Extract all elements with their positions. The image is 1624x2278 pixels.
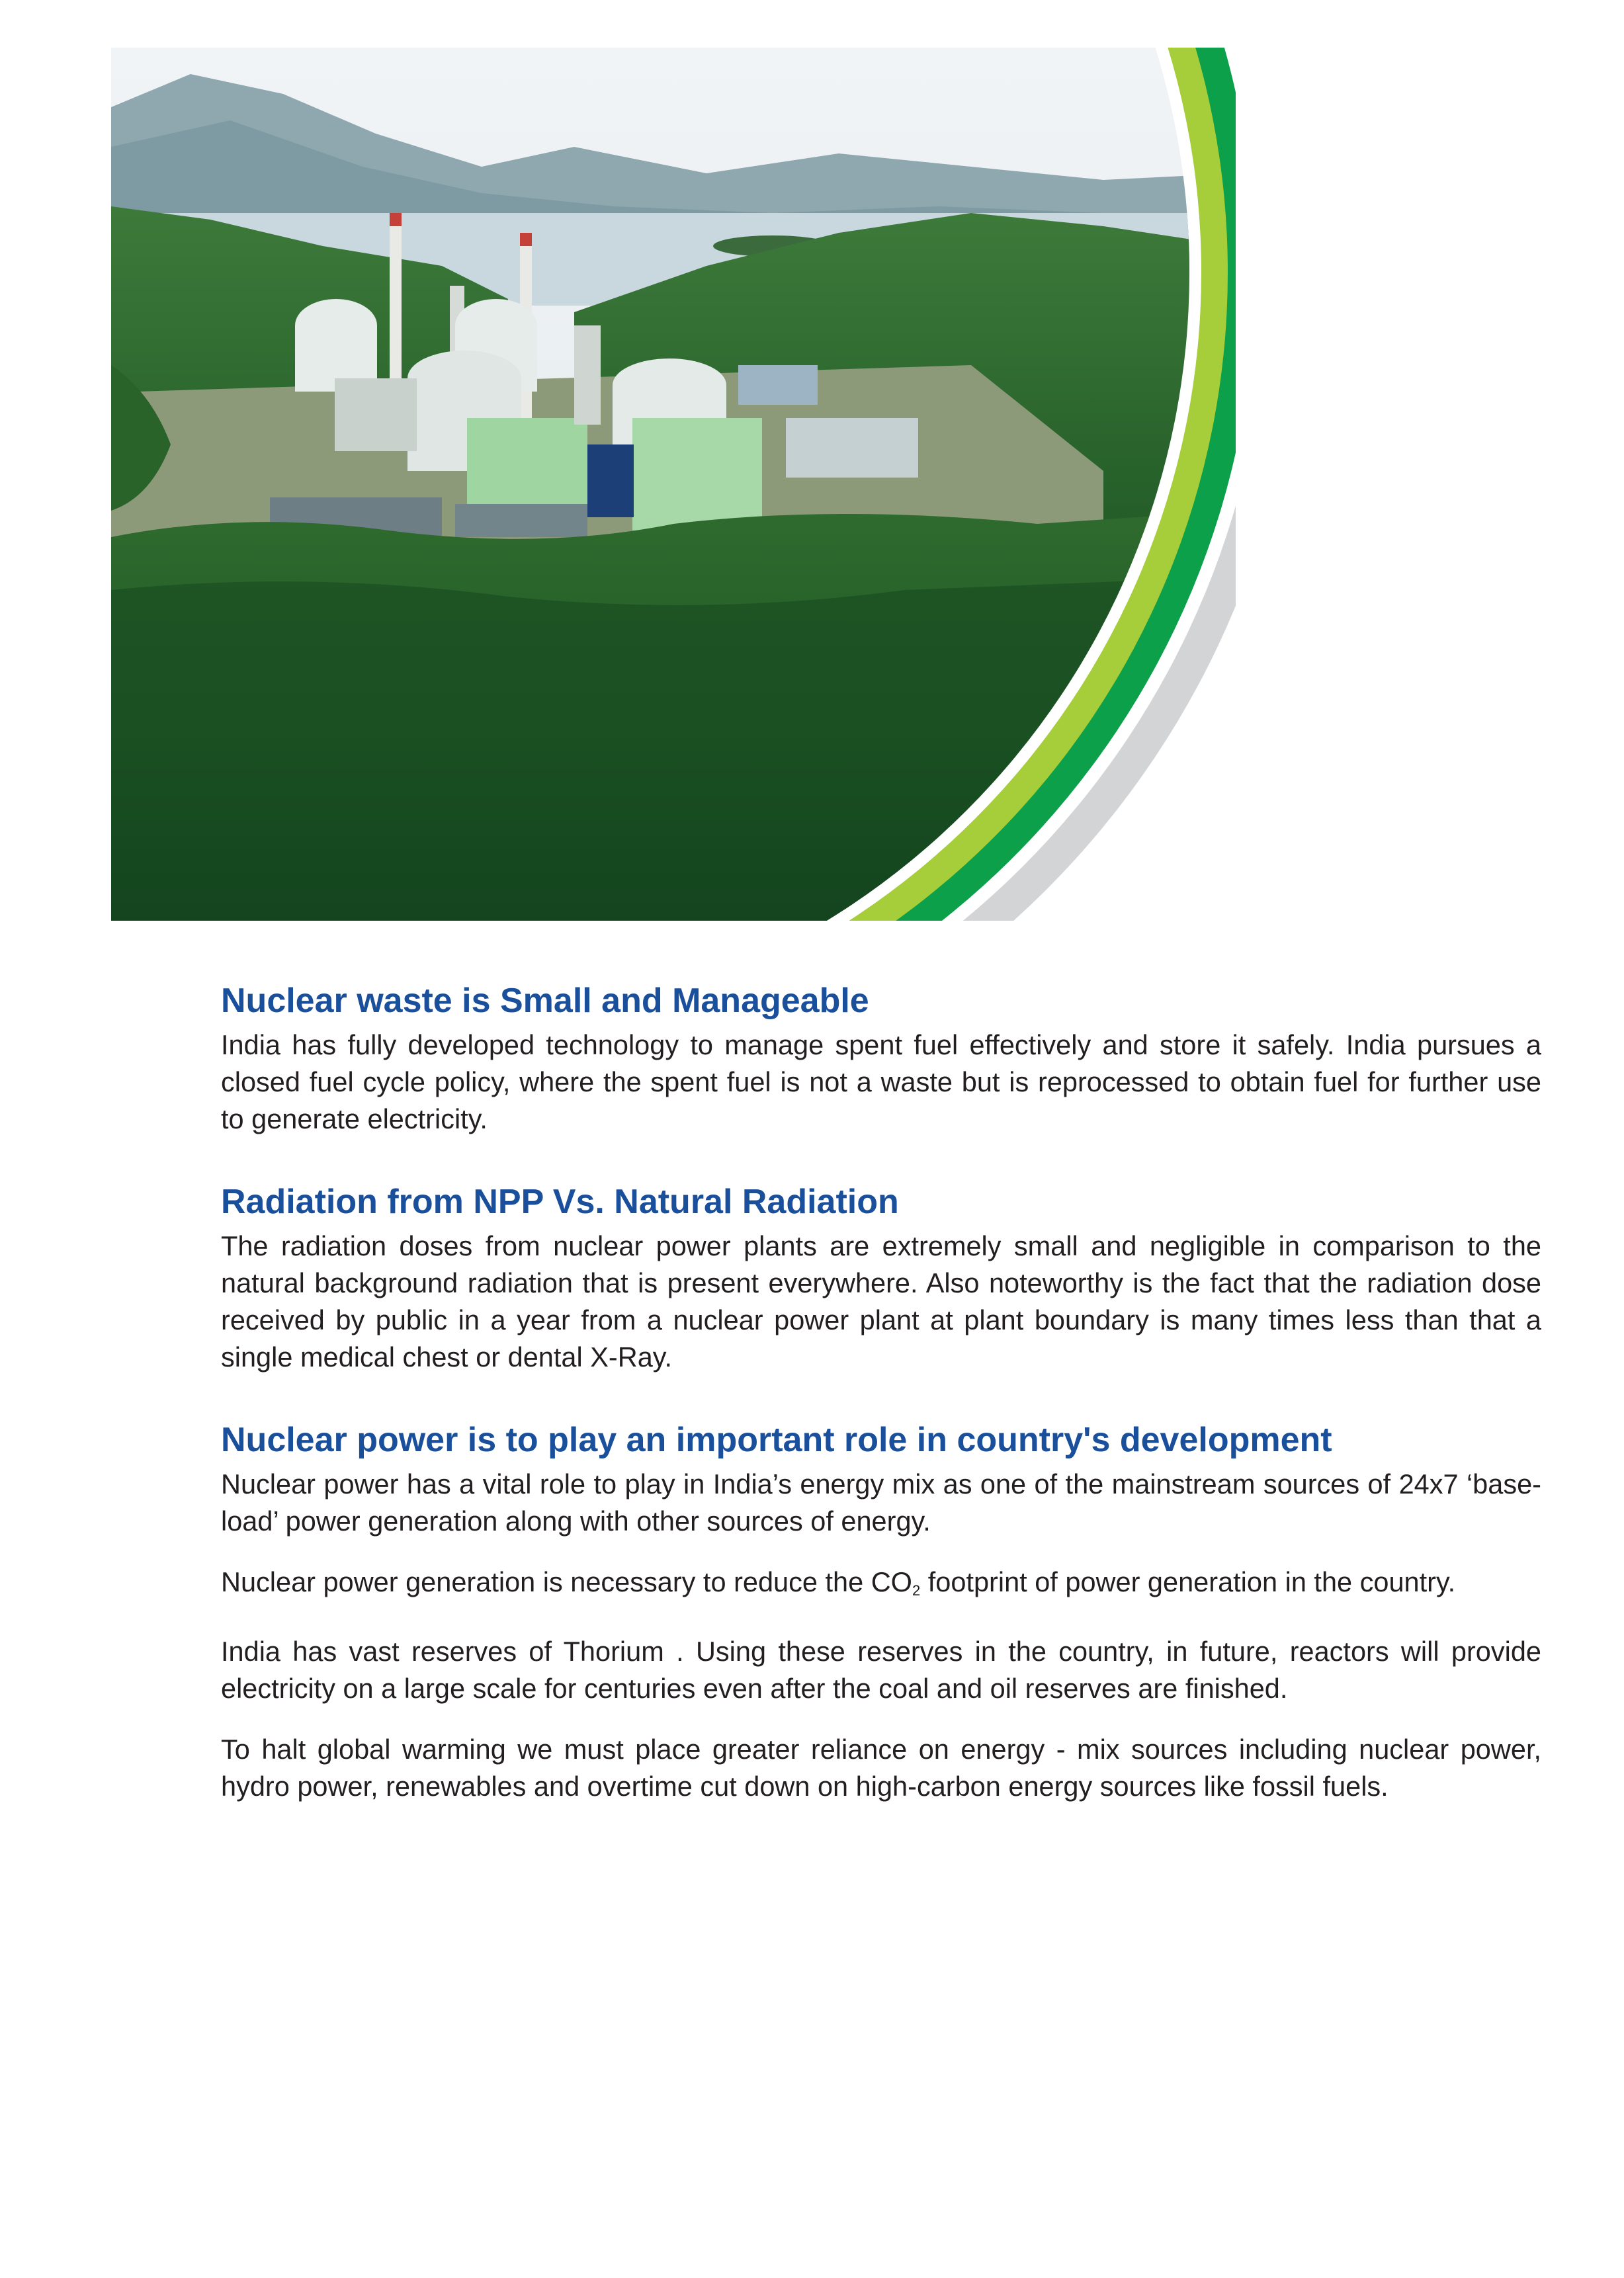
co2-text-before: Nuclear power generation is necessary to reduce the CO: [221, 1566, 912, 1597]
text-content: [221, 979, 1541, 1847]
co2-text-after: footprint of power generation in the country.: [920, 1566, 1456, 1597]
section-paragraph: Nuclear power has a vital role to play in India’s energy mix as one of the mainstream sources of 24x7 ‘base-load’ power generation along with other sources of energy.: [221, 1468, 1541, 1537]
hero-photo: [111, 48, 1236, 921]
section-paragraph-co2: [221, 1564, 1541, 1609]
section-nuclear-waste: [221, 979, 1541, 1138]
co2-subscript: 2: [912, 1582, 921, 1599]
section-paragraph: To halt global warming we must place greater reliance on energy - mix sources including nuclear power, hydro power, renewables and overtime cut down on high-carbon energy sources like fossil fuels.: [221, 1734, 1541, 1802]
section-paragraph: India has vast reserves of Thorium . Using these reserves in the country, in future, reactors will provide electricity on a large scale for centuries even after the coal and oil reserves are finished.: [221, 1636, 1541, 1704]
section-development: [221, 1418, 1541, 1805]
section-paragraph: The radiation doses from nuclear power plants are extremely small and negligible in comparison to the natural background radiation that is present everywhere. Also noteworthy is the fact that the radiation dose received by public in a year from a nuclear power plant at plant boundary is many times less than that a single medical chest or dental X-Ray.: [221, 1230, 1541, 1372]
section-heading: Radiation from NPP Vs. Natural Radiation: [221, 1183, 899, 1221]
section-heading: Nuclear waste is Small and Manageable: [221, 982, 869, 1020]
section-radiation: [221, 1180, 1541, 1376]
section-paragraph: India has fully developed technology to manage spent fuel effectively and store it safely. India pursues a closed fuel cycle policy, where the spent fuel is not a waste but is reprocessed to obtain fuel for further use to generate electricity.: [221, 1029, 1541, 1134]
section-heading: Nuclear power is to play an important role in country's development: [221, 1421, 1332, 1459]
